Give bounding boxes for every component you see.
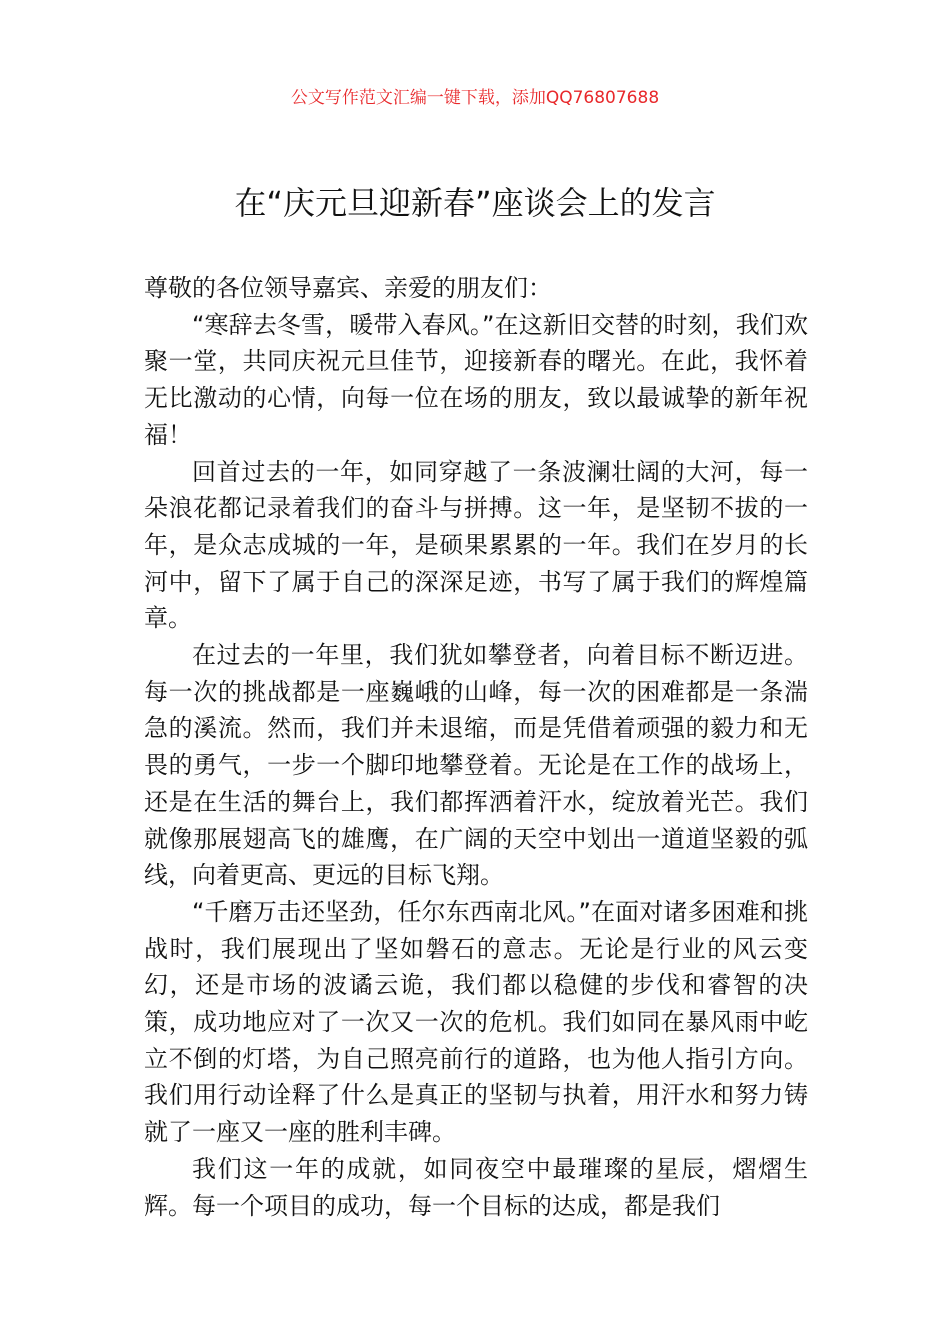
document-title: 在“庆元旦迎新春”座谈会上的发言 [234, 184, 716, 222]
paragraph: “千磨万击还坚劲，任尔东西南北风。”在面对诸多困难和挑战时，我们展现出了坚如磐石的意志。无论是行业的风云变幻，还是市场的波谲云诡，我们都以稳健的步伐和睿智的决策，成功地应对了一次又一次的危机。我们如同在暴风雨中屹立不倒的灯塔，为自己照亮前行的道路，也为他人指引方向。我们用行动诠释了什么是真正的坚韧与执着，用汗水和努力铸就了一座又一座的胜利丰碑。 [144, 897, 808, 1147]
paragraph: 我们这一年的成就，如同夜空中最璀璨的星辰，熠熠生辉。每一个项目的成功，每一个目标的达成，都是我们 [144, 1154, 808, 1220]
download-promo-link[interactable]: 公文写作范文汇编一键下载，添加QQ76807688 [290, 88, 660, 108]
paragraph: “寒辞去冬雪，暖带入春风。”在这新旧交替的时刻，我们欢聚一堂，共同庆祝元旦佳节，迎接新春的曙光。在此，我怀着无比激动的心情，向每一位在场的朋友，致以最诚挚的新年祝福！ [144, 310, 808, 449]
paragraph: 在过去的一年里，我们犹如攀登者，向着目标不断迈进。每一次的挑战都是一座巍峨的山峰，每一次的困难都是一条湍急的溪流。然而，我们并未退缩，而是凭借着顽强的毅力和无畏的勇气，一步一个脚印地攀登着。无论是在工作的战场上，还是在生活的舞台上，我们都挥洒着汗水，绽放着光芒。我们就像那展翅高飞的雄鹰，在广阔的天空中划出一道道坚毅的弧线，向着更高、更远的目标飞翔。 [144, 641, 808, 890]
document-body [144, 270, 808, 1224]
salutation: 尊敬的各位领导嘉宾、亲爱的朋友们： [144, 274, 552, 302]
paragraph: 回首过去的一年，如同穿越了一条波澜壮阔的大河，每一朵浪花都记录着我们的奋斗与拼搏。这一年，是坚韧不拔的一年，是众志成城的一年，是硕果累累的一年。我们在岁月的长河中，留下了属于自己的深深足迹，书写了属于我们的辉煌篇章。 [144, 457, 808, 633]
